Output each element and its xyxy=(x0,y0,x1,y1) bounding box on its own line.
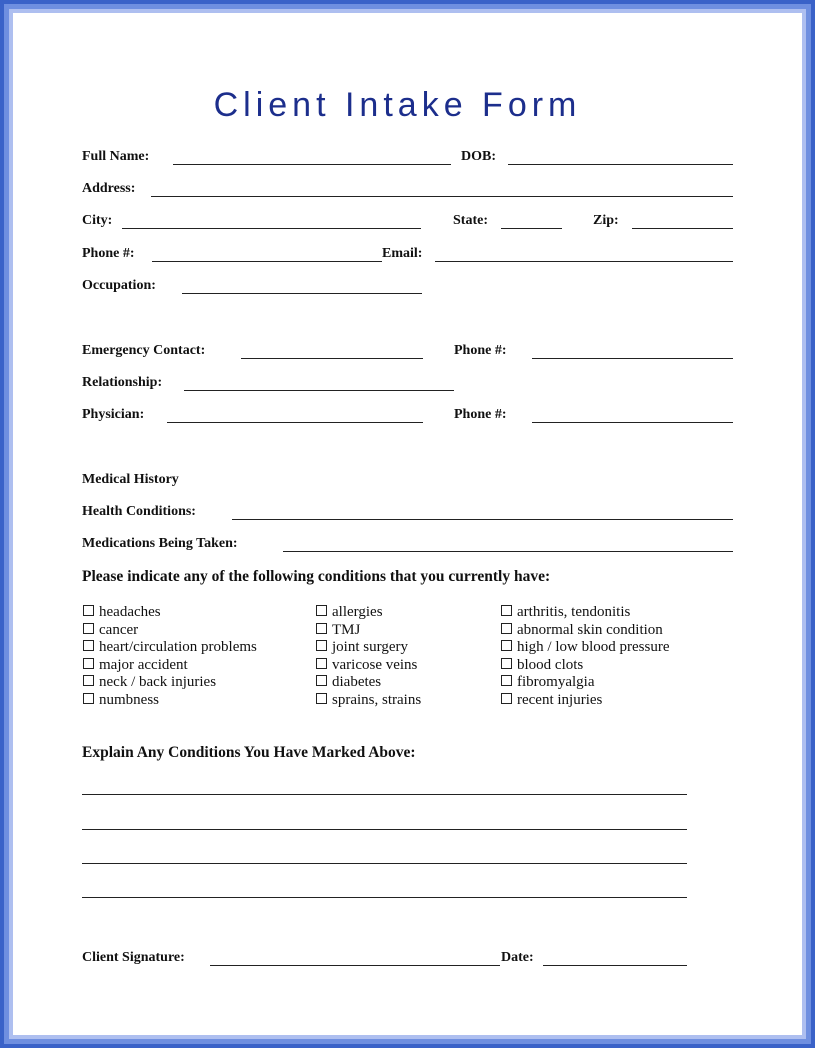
row-health-conditions xyxy=(82,504,733,526)
conditions-prompt: Please indicate any of the following conditions that you currently have: xyxy=(82,568,551,585)
email-label: Email: xyxy=(382,246,423,261)
condition-item[interactable]: TMJ xyxy=(316,622,421,640)
emergency-contact-field[interactable] xyxy=(241,358,423,359)
occupation-field[interactable] xyxy=(182,293,422,294)
address-label: Address: xyxy=(82,181,136,196)
dob-field[interactable] xyxy=(508,164,733,165)
form-page xyxy=(13,13,802,1035)
checkbox[interactable] xyxy=(501,658,512,669)
checkbox[interactable] xyxy=(501,605,512,616)
condition-item[interactable]: headaches xyxy=(83,604,257,622)
checkbox[interactable] xyxy=(316,675,327,686)
condition-item[interactable]: major accident xyxy=(83,657,257,675)
phone-label: Phone #: xyxy=(82,246,135,261)
conditions-column-2 xyxy=(316,604,421,710)
condition-item[interactable]: heart/circulation problems xyxy=(83,639,257,657)
explain-line-1[interactable] xyxy=(82,794,687,795)
condition-item[interactable]: numbness xyxy=(83,692,257,710)
checkbox[interactable] xyxy=(501,675,512,686)
address-field[interactable] xyxy=(151,196,733,197)
explain-line-2[interactable] xyxy=(82,829,687,830)
physician-phone-label: Phone #: xyxy=(454,407,507,422)
checkbox[interactable] xyxy=(83,675,94,686)
row-physician xyxy=(82,407,733,429)
condition-item[interactable]: fibromyalgia xyxy=(501,674,669,692)
physician-phone-field[interactable] xyxy=(532,422,733,423)
checkbox[interactable] xyxy=(83,623,94,634)
physician-field[interactable] xyxy=(167,422,423,423)
relationship-field[interactable] xyxy=(184,390,454,391)
medications-label: Medications Being Taken: xyxy=(82,536,238,551)
explain-line-4[interactable] xyxy=(82,897,687,898)
client-signature-label: Client Signature: xyxy=(82,950,185,965)
checkbox[interactable] xyxy=(501,623,512,634)
emergency-phone-label: Phone #: xyxy=(454,343,507,358)
condition-item[interactable]: arthritis, tendonitis xyxy=(501,604,669,622)
checkbox[interactable] xyxy=(316,640,327,651)
form-title: Client Intake Form xyxy=(213,86,582,124)
date-field[interactable] xyxy=(543,965,687,966)
email-field[interactable] xyxy=(435,261,733,262)
relationship-label: Relationship: xyxy=(82,375,163,390)
condition-item[interactable]: abnormal skin condition xyxy=(501,622,669,640)
emergency-contact-label: Emergency Contact: xyxy=(82,343,206,358)
city-label: City: xyxy=(82,213,113,228)
client-signature-field[interactable] xyxy=(210,965,500,966)
full-name-label: Full Name: xyxy=(82,149,150,164)
medical-history-heading: Medical History xyxy=(82,472,179,487)
row-signature xyxy=(82,950,733,972)
row-medications xyxy=(82,536,733,558)
row-city xyxy=(82,213,733,235)
health-conditions-label: Health Conditions: xyxy=(82,504,196,519)
checkbox[interactable] xyxy=(83,640,94,651)
state-field[interactable] xyxy=(501,228,562,229)
condition-item[interactable]: varicose veins xyxy=(316,657,421,675)
checkbox[interactable] xyxy=(501,640,512,651)
checkbox[interactable] xyxy=(316,658,327,669)
conditions-column-3 xyxy=(501,604,669,710)
row-occupation xyxy=(82,278,733,300)
explain-line-3[interactable] xyxy=(82,863,687,864)
state-label: State: xyxy=(453,213,488,228)
condition-item[interactable]: sprains, strains xyxy=(316,692,421,710)
row-emergency-contact xyxy=(82,343,733,365)
condition-item[interactable]: allergies xyxy=(316,604,421,622)
medications-field[interactable] xyxy=(283,551,733,552)
emergency-phone-field[interactable] xyxy=(532,358,733,359)
checkbox[interactable] xyxy=(83,605,94,616)
occupation-label: Occupation: xyxy=(82,278,156,293)
explain-heading: Explain Any Conditions You Have Marked Above: xyxy=(82,744,416,761)
checkbox[interactable] xyxy=(316,605,327,616)
checkbox[interactable] xyxy=(316,623,327,634)
physician-label: Physician: xyxy=(82,407,145,422)
zip-label: Zip: xyxy=(593,213,619,228)
date-label: Date: xyxy=(501,950,534,965)
conditions-column-1 xyxy=(83,604,257,710)
row-phone xyxy=(82,246,733,268)
row-relationship xyxy=(82,375,733,397)
checkbox[interactable] xyxy=(316,693,327,704)
condition-item[interactable]: recent injuries xyxy=(501,692,669,710)
dob-label: DOB: xyxy=(461,149,496,164)
row-address xyxy=(82,181,733,203)
checkbox[interactable] xyxy=(83,658,94,669)
condition-item[interactable]: joint surgery xyxy=(316,639,421,657)
full-name-field[interactable] xyxy=(173,164,451,165)
condition-item[interactable]: cancer xyxy=(83,622,257,640)
condition-item[interactable]: diabetes xyxy=(316,674,421,692)
health-conditions-field[interactable] xyxy=(232,519,733,520)
condition-item[interactable]: neck / back injuries xyxy=(83,674,257,692)
condition-item[interactable]: blood clots xyxy=(501,657,669,675)
zip-field[interactable] xyxy=(632,228,733,229)
checkbox[interactable] xyxy=(501,693,512,704)
row-full-name xyxy=(82,149,733,171)
condition-item[interactable]: high / low blood pressure xyxy=(501,639,669,657)
phone-field[interactable] xyxy=(152,261,382,262)
city-field[interactable] xyxy=(122,228,421,229)
checkbox[interactable] xyxy=(83,693,94,704)
